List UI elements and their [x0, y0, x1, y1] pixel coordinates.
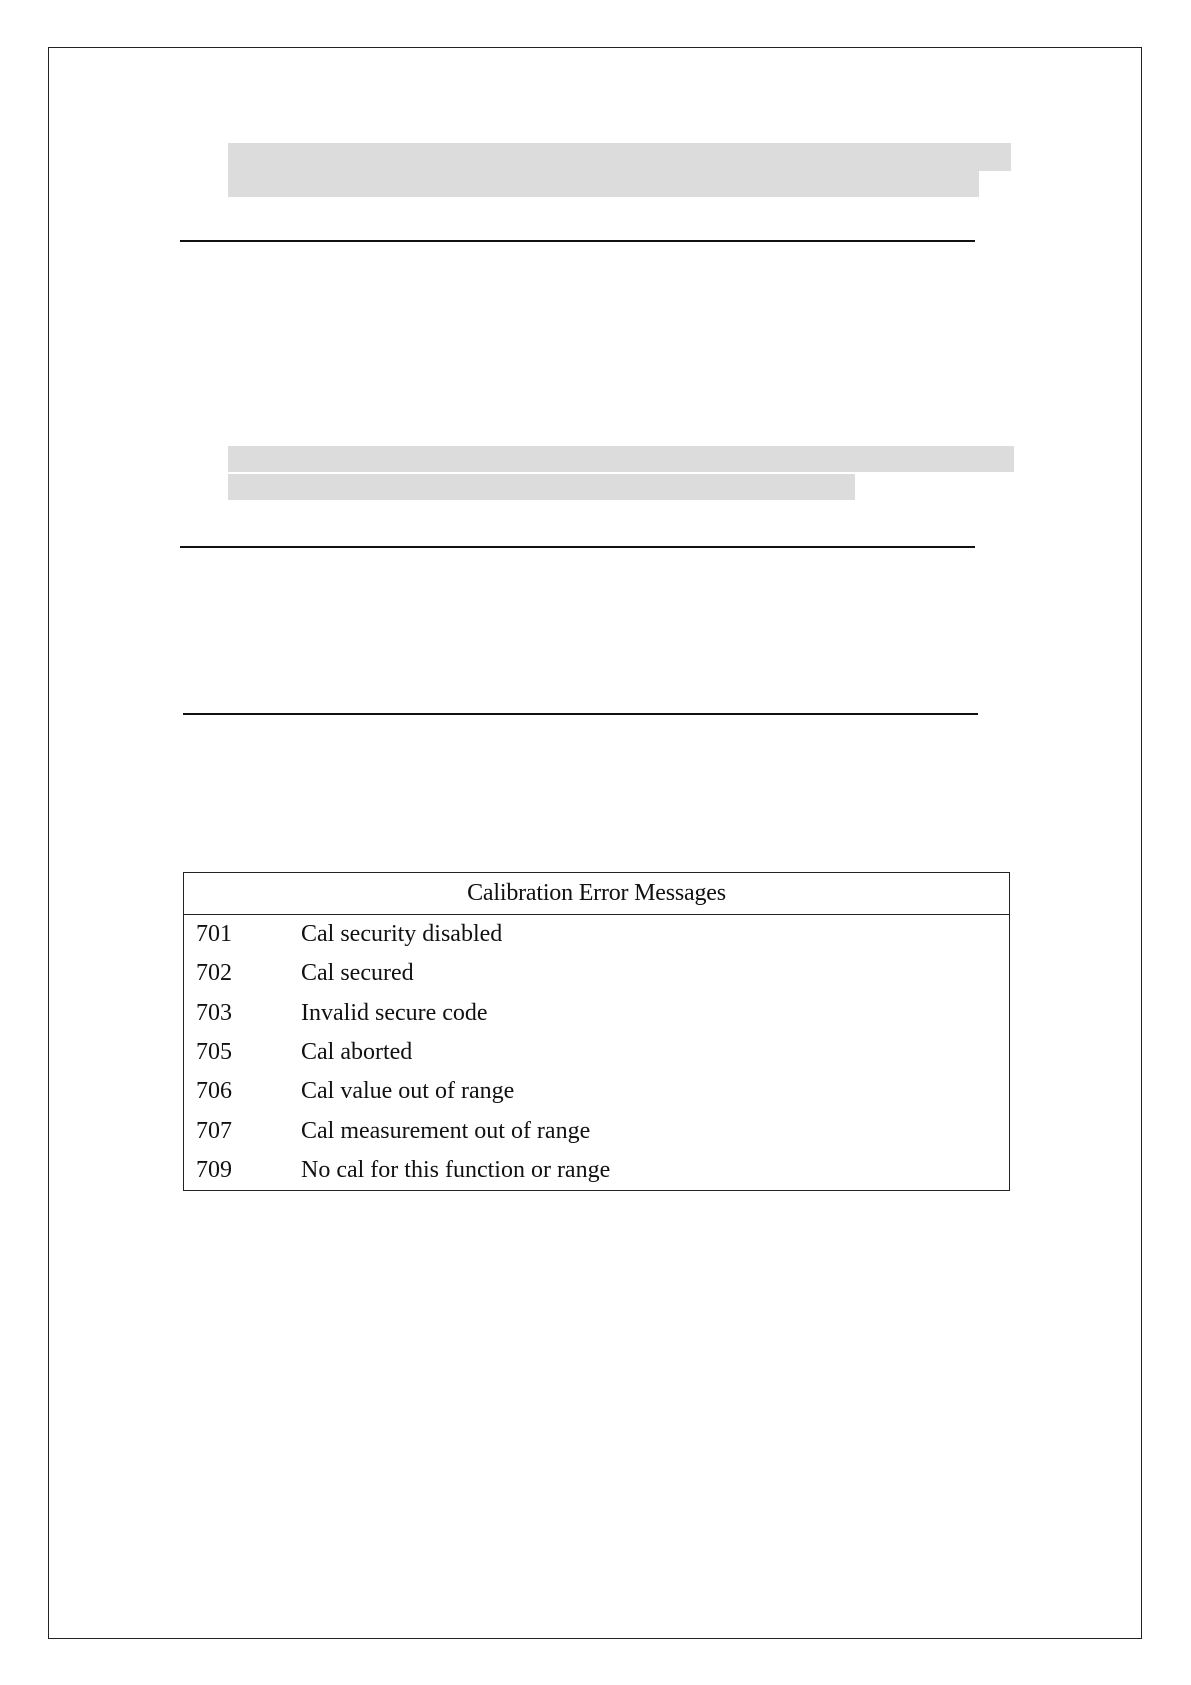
error-message: Cal measurement out of range [301, 1117, 591, 1144]
redacted-block [228, 474, 855, 500]
table-row [184, 1033, 1010, 1072]
table-row [184, 954, 1010, 993]
error-code: 702 [196, 960, 232, 987]
section-divider [180, 546, 975, 548]
error-code: 709 [196, 1156, 232, 1183]
error-code: 707 [196, 1117, 232, 1144]
calibration-error-table [183, 872, 1010, 1191]
table-row [184, 1151, 1010, 1191]
error-message: Cal aborted [301, 1039, 413, 1066]
error-code: 703 [196, 999, 232, 1026]
table-row [184, 1111, 1010, 1150]
error-code: 705 [196, 1039, 232, 1066]
error-message: Cal secured [301, 960, 414, 987]
redacted-block [228, 170, 979, 197]
error-code: 701 [196, 921, 232, 948]
error-message: Cal security disabled [301, 921, 503, 948]
page-border [48, 47, 1142, 1639]
error-message: Cal value out of range [301, 1078, 515, 1105]
error-message: Invalid secure code [301, 999, 488, 1026]
table-row [184, 994, 1010, 1033]
table-header-row [184, 873, 1010, 915]
redacted-block [228, 143, 1011, 171]
section-divider [183, 713, 978, 715]
table-row [184, 1072, 1010, 1111]
redacted-block [228, 446, 1014, 472]
error-code: 706 [196, 1078, 232, 1105]
section-divider [180, 240, 975, 242]
table-title: Calibration Error Messages [184, 873, 1010, 915]
table-row [184, 915, 1010, 955]
error-message: No cal for this function or range [301, 1156, 611, 1183]
